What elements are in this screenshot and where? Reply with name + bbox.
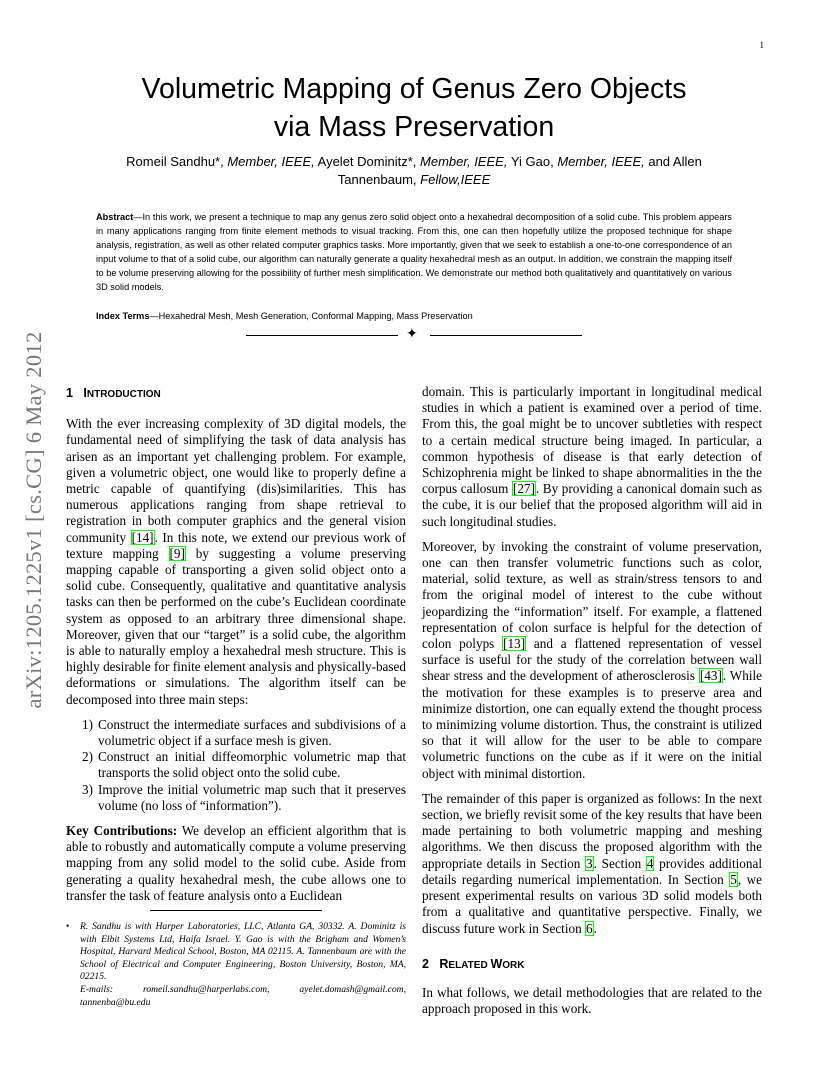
step-number: 3) <box>82 781 93 797</box>
title-line-2: via Mass Preservation <box>273 111 555 143</box>
step-text: Improve the initial volumetric map such that it preserves volume (no loss of “information”). <box>98 781 406 813</box>
section-divider <box>246 327 584 343</box>
page-number: 1 <box>759 40 764 50</box>
right-p3-text-e: . <box>593 920 597 936</box>
citation-link[interactable]: [14] <box>131 529 154 545</box>
section-link[interactable]: 5 <box>730 871 737 887</box>
abstract-text: —In this work, we present a technique to map any genus zero solid object onto a hexahedral decomposition of a solid cube. This problem appears in many applications ranging from finite element methods to visual tracking. From this, one can then hopefully utilize the proposed technique for shape analysis, registration, as well as other related computer graphics tasks. More importantly, given that we seek to establish a one-to-one correspondence of an input volume to that of a solid cube, our algorithm can naturally generate a quality hexahedral mesh as an output. In addition, we constrain the mapping itself to be volume preserving allowing for the possibility of further mesh simplification. We demonstrate our method both qualitatively and quantitatively on various 3D solid models. <box>96 212 732 292</box>
section-2-cap-2: W <box>490 956 503 971</box>
author-3: Yi Gao, <box>507 154 558 169</box>
step-text: Construct the intermediate surfaces and subdivisions of a volumetric object if a surface mesh is given. <box>98 716 406 749</box>
right-paragraph-1 <box>422 384 762 530</box>
right-p3-text-d: , we present experimental results on various 3D solid models both from a qualitative and quantitative perspective. Finally, we discuss future work in Section <box>422 871 762 936</box>
right-p2-text-b: and a flattened representation of vessel surface is useful for the study of the correlation between wall shear stress and the development of atherosclerosis <box>422 636 762 684</box>
author-2-role: Member, IEEE, <box>420 154 508 169</box>
footnote-emails: E-mails: romeil.sandhu@harperlabs.com, ayelet.domash@gmail.com, tannenba@bu.edu <box>80 983 406 1008</box>
citation-link[interactable]: [13] <box>503 636 526 652</box>
list-item <box>66 749 406 781</box>
author-4-role: Fellow,IEEE <box>420 172 491 187</box>
author-1-role: Member, IEEE, <box>227 154 315 169</box>
footnote-rule <box>150 910 322 911</box>
steps-list <box>66 717 406 814</box>
author-2: Ayelet Dominitz*, <box>314 154 421 169</box>
index-terms-text: —Hexahedral Mesh, Mesh Generation, Conformal Mapping, Mass Preservation <box>149 311 473 321</box>
author-1: Romeil Sandhu*, <box>126 154 228 169</box>
footnote-bullet: • <box>66 921 70 932</box>
author-3-role: Member, IEEE, <box>557 154 645 169</box>
intro-p1-text-b: . In this note, we extend our previous work of texture mapping <box>66 529 406 561</box>
right-p1-text-b: . By providing a canonical domain such as the cube, it is our belief that the proposed algorithm will aid in such longitudinal studies. <box>422 481 762 529</box>
citation-link[interactable]: [27] <box>512 481 535 497</box>
key-contributions-label: Key Contributions: <box>66 823 178 839</box>
index-terms-label: Index Terms <box>96 311 150 321</box>
abstract-label: Abstract <box>96 212 134 222</box>
right-column <box>422 384 762 1017</box>
list-item <box>66 717 406 749</box>
step-text: Construct an initial diffeomorphic volumetric map that transports the solid object onto the solid cube. <box>98 749 406 781</box>
right-p3-text-b: . Section <box>593 855 646 871</box>
section-link[interactable]: 4 <box>646 855 654 871</box>
author-4: and Allen Tannenbaum, <box>337 154 702 187</box>
right-paragraph-2 <box>422 539 762 782</box>
divider-line-left <box>246 335 398 336</box>
section-2-number: 2 <box>422 956 429 971</box>
section-1-number: 1 <box>66 386 73 400</box>
citation-link[interactable]: [43] <box>699 668 722 684</box>
right-p2-text-c: . While the motivation for these examples is to preserve area and minimize distortion, one can equally extend the thought process to minimizing volume distortion. Thus, the constraint is utilized so that it will allow for the user to be able to compare volumetric functions on the cube as if it were on the initial object with minimal distortion. <box>422 668 762 781</box>
key-contributions-text: We develop an efficient algorithm that is able to robustly and automatically compute a volume preserving mapping from any solid model to the solid cube. Aside from generating a quality hexahedral mesh, the cube allows one to transfer the task of feature analysis onto a Euclidean <box>66 823 406 903</box>
divider-line-right <box>430 335 582 336</box>
right-p2-text-a: Moreover, by invoking the constraint of volume preservation, one can then transfer volumetric functions such as color, material, solid texture, as well as strain/stress tensors to and from the original model of interest to the cube without jeopardizing the “information” itself. For example, a flattened representation of colon surface is helpful for the detection of colon polyps <box>422 538 762 652</box>
section-1-rest: NTRODUCTION <box>86 389 161 400</box>
intro-p1-text-c: by suggesting a volume preserving mapping capable of transporting a given solid object onto a solid cube. Consequently, qualitative and quantitative analysis tasks can then be performed on the cube’s Euclidean coordinate system as opposed to an arbitrary three dimensional shape. Moreover, given that our “target” is a solid cube, the algorithm is able to naturally employ a hexahedral mesh structure. This is highly desirable for finite element analysis and physically-based deformations or simulations. The algorithm itself can be decomposed into three main steps: <box>66 545 407 707</box>
arxiv-sidebar <box>22 290 46 750</box>
footnote-affiliations: R. Sandhu is with Harper Laboratories, LLC, Atlanta GA, 30332. A. Dominitz is with Elbit Systems Ltd, Haifa Israel. Y. Gao is with the Brigham and Women’s Hospital, Harvard Medical School, Boston, MA 02115. A. Tannenbaum are with the School of Electrical and Computer Engineering, Boston University, Boston, MA, 02215. <box>80 921 406 983</box>
step-number: 2) <box>82 749 93 765</box>
section-2-cap-1: R <box>439 956 449 971</box>
section-link[interactable]: 6 <box>586 920 593 936</box>
intro-p1-text-a: With the ever increasing complexity of 3D digital models, the fundamental need of simplifying the task of data analysis has arisen as an important yet challenging problem. For example, given a volumetric object, one would like to properly define a metric capable of quantifying (dis)similarities. This has numerous applications ranging from shape retrieval to registration in both computer graphics and the general vision community <box>66 416 406 545</box>
left-column <box>66 385 406 904</box>
footnote-body <box>66 921 406 1009</box>
divider-star-icon: ✦ <box>406 327 418 342</box>
section-link[interactable]: 3 <box>586 855 593 871</box>
intro-paragraph-1 <box>66 416 406 708</box>
list-item <box>66 782 406 814</box>
step-number: 1) <box>82 716 93 732</box>
section-1-cap: I <box>83 386 87 400</box>
section-2-heading <box>422 956 762 974</box>
right-p3-text-a: The remainder of this paper is organized as follows: In the next section, we briefly revisit some of the key results that have been made pertaining to both volumetric mapping and meshing algorithms. We then discuss the proposed algorithm with the appropriate details in Section <box>422 790 762 871</box>
key-contributions-paragraph <box>66 823 406 904</box>
citation-link[interactable]: [9] <box>169 545 185 561</box>
right-paragraph-3 <box>422 791 762 937</box>
right-p3-text-c: provides additional details regarding numerical implementation. In Section <box>422 855 762 887</box>
right-paragraph-4: In what follows, we detail methodologies that are related to the approach proposed in this work. <box>422 984 762 1017</box>
footnote <box>66 921 406 1009</box>
section-2-rest-2: ORK <box>502 959 525 971</box>
right-p1-text-a: domain. This is particularly important in longitudinal medical studies in which a patient is examined over a period of time. From this, the goal might be to uncover subtleties with respect to a certain medical structure being imaged. In particular, a common hypothesis of disease is that early detection of Schizophrenia might be linked to shape abnormalities in the the corpus callosum <box>422 384 762 497</box>
index-terms <box>96 310 732 323</box>
abstract <box>96 211 732 294</box>
section-1-heading <box>66 385 406 403</box>
title-line-1: Volumetric Mapping of Genus Zero Objects <box>141 73 687 105</box>
arxiv-id: arXiv:1205.1225v1 [cs.CG] 6 May 2012 <box>21 331 46 709</box>
section-2-rest-1: ELATED <box>448 959 491 971</box>
author-list <box>100 153 728 189</box>
paper-title <box>0 70 828 146</box>
